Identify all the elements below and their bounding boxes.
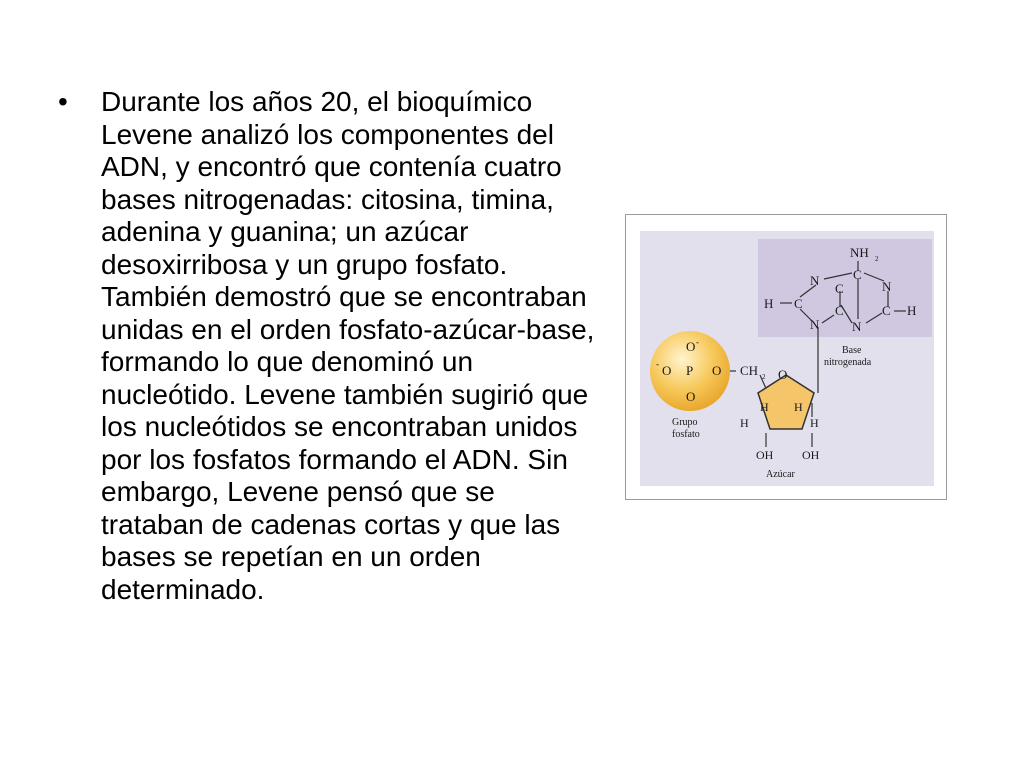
- atom-oh1: OH: [756, 448, 774, 462]
- atom-c-top: C: [853, 267, 862, 282]
- atom-n-bottom-right: N: [852, 319, 862, 334]
- bullet-paragraph: Durante los años 20, el bioquímico Levene analizó los componentes del ADN, y encontró que contenía cuatro bases nitrogenadas: citosina, timina, adenina y guanina; un azúcar desoxirribosa y un grupo fosfato. También demostró que se encontraban unidas en el orden fosfato-azúcar-base, formando lo que denominó un nucleótido. Levene también sugirió que los nucleótidos se encontraban unidos por los fosfatos formando el ADN. Sin embargo, Levene pensó que se trataban de cadenas cortas y que las bases se repetían en un orden determinado.: [101, 86, 595, 605]
- base-box: [758, 239, 932, 337]
- atom-nh2-sub: 2: [875, 255, 879, 263]
- atom-n-right: N: [882, 279, 892, 294]
- atom-h4: H: [810, 416, 819, 430]
- atom-p-o-left: O: [662, 363, 672, 378]
- atom-c-mid1: C: [835, 281, 844, 296]
- base-label-line2: nitrogenada: [824, 357, 872, 368]
- atom-nh2: NH: [850, 245, 869, 260]
- atom-p-o-right: O: [712, 363, 722, 378]
- atom-p-o-left-minus: -: [656, 359, 659, 369]
- atom-c-mid2: C: [835, 303, 844, 318]
- atom-ch2-sub: 2: [762, 373, 766, 381]
- atom-h-left: H: [764, 296, 774, 311]
- atom-h1: H: [760, 400, 769, 414]
- atom-ch2: CH: [740, 363, 759, 378]
- atom-p-o-bottom: O: [686, 389, 696, 404]
- base-label-line1: Base: [842, 345, 862, 356]
- atom-h2: H: [794, 400, 803, 414]
- sugar-label: Azúcar: [766, 469, 795, 480]
- atom-ring-o: O: [778, 367, 788, 382]
- atom-h3: H: [740, 416, 749, 430]
- bullet-dot: •: [58, 86, 68, 117]
- phosphate-label-line1: Grupo: [672, 417, 698, 428]
- atom-c-left: C: [794, 296, 803, 311]
- nucleotide-diagram: [625, 214, 947, 500]
- atom-n-bottom-left: N: [810, 317, 820, 332]
- atom-p: P: [686, 363, 694, 378]
- atom-oh2: OH: [802, 448, 820, 462]
- atom-p-o-top: O: [686, 339, 696, 354]
- nucleotide-svg: [626, 215, 948, 501]
- atom-c-right: C: [882, 303, 891, 318]
- atom-n-top-left: N: [810, 273, 820, 288]
- atom-h-right: H: [907, 303, 917, 318]
- atom-p-o-top-minus: -: [696, 337, 699, 347]
- phosphate-label-line2: fosfato: [672, 429, 700, 440]
